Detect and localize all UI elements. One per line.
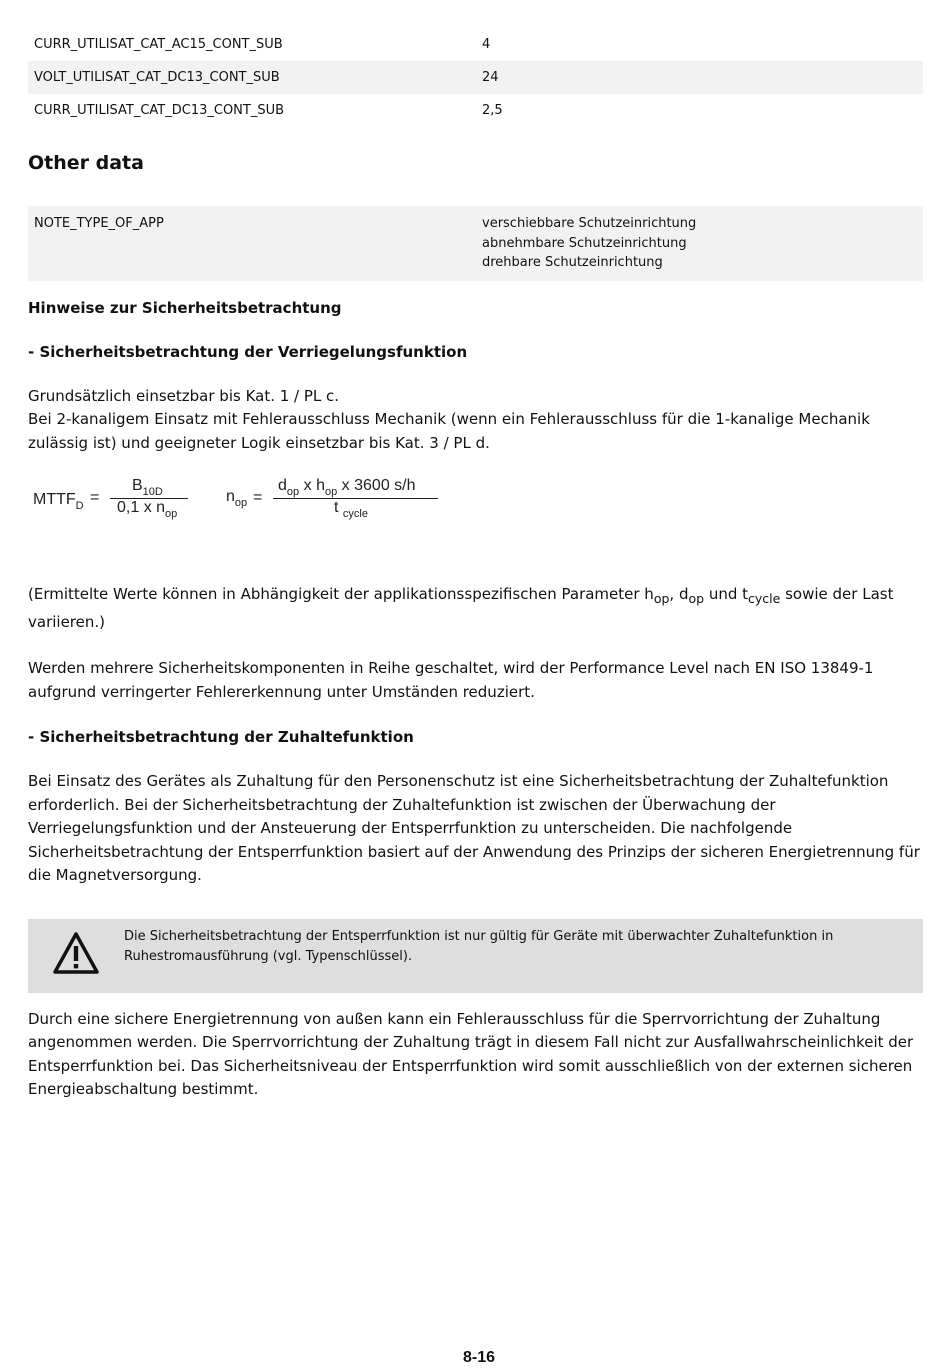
table-row	[28, 94, 923, 127]
final-text: Durch eine sichere Energietrennung von außen kann ein Fehlerausschluss für die Sperrvorrichtung der Zuhaltung angenommen werden. Die Sperrvorrichtung der Zuhaltung trägt in diesem Fall nicht zur Ausfallwahrscheinlichkeit der Entsperrfunktion bei. Das Sicherheitsniveau der Entsperrfunktion wird somit ausschließlich von der externen sicheren Energieabschaltung bestimmt.	[28, 1009, 914, 1098]
warning-text: Die Sicherheitsbetrachtung der Entsperrfunktion ist nur gültig für Geräte mit überwachter Zuhaltefunktion in Ruhestromausführung (vgl. Typenschlüssel).	[124, 928, 834, 964]
hinweise-heading: Hinweise zur Sicherheitsbetrachtung	[28, 298, 342, 317]
property-key: NOTE_TYPE_OF_APP	[28, 206, 476, 281]
document-page	[28, 28, 923, 1102]
warning-triangle-icon	[52, 931, 100, 975]
formula-tcycle: t $_{cycle}$	[334, 499, 368, 520]
verriegelung-heading: - Sicherheitsbetrachtung der Verriegelungsfunktion	[28, 342, 468, 361]
list-item: abnehmbare Schutzeinrichtung	[482, 235, 687, 251]
list-item: drehbare Schutzeinrichtung	[482, 255, 663, 270]
list-item: verschiebbare Schutzeinrichtung	[482, 216, 697, 231]
table-row	[28, 28, 923, 61]
formula-nop: $n_{op}$	[226, 488, 248, 509]
formula-b10d: $B_{10D}$	[132, 477, 163, 498]
property-value: 4	[482, 37, 491, 52]
formula-mttf: $MTTF_D$	[33, 491, 84, 512]
formula-block	[28, 477, 923, 537]
page-number: 8-16	[462, 1349, 496, 1366]
formula-equals: =	[253, 489, 263, 506]
other-data-table	[28, 206, 923, 281]
properties-table	[28, 28, 923, 127]
property-value: 24	[476, 61, 923, 94]
table-row	[28, 206, 923, 281]
property-key: CURR_UTILISAT_CAT_AC15_CONT_SUB	[34, 37, 283, 52]
section-title-other-data: Other data	[28, 152, 144, 174]
formula-denominator: 0,1 x $n_{op}$	[117, 499, 178, 520]
property-value-list	[476, 206, 923, 281]
property-key: VOLT_UTILISAT_CAT_DC13_CONT_SUB	[28, 61, 476, 94]
table-row	[28, 61, 923, 94]
property-key: CURR_UTILISAT_CAT_DC13_CONT_SUB	[34, 103, 285, 118]
warning-note	[28, 919, 923, 993]
verriegelung-line1: Grundsätzlich einsetzbar bis Kat. 1 / PL c.	[28, 386, 340, 405]
formula-equals: =	[90, 489, 100, 506]
ermittelte-werte-text: (Ermittelte Werte können in Abhängigkeit der applikationsspezifischen Parameter $h_{op}$, $d_{op}$ und $t_{cycle}$ sowie der Last variieren.)	[28, 585, 894, 631]
property-value: 2,5	[482, 103, 503, 118]
verriegelung-line2: Bei 2-kanaligem Einsatz mit Fehlerausschluss Mechanik (wenn ein Fehlerausschluss für die 1-kanalige Mechanik zulässig ist) und geeigneter Logik einsetzbar bis Kat. 3 / PL d.	[28, 410, 870, 452]
zuhalte-text: Bei Einsatz des Gerätes als Zuhaltung für den Personenschutz ist eine Sicherheitsbetrachtung der Zuhaltefunktion erforderlich. Bei der Sicherheitsbetrachtung der Zuhaltefunktion ist zwischen der Überwachung der Verriegelungsfunktion und der Ansteuerung der Entsperrfunktion zu unterscheiden. Die nachfolgende Sicherheitsbetrachtung der Entsperrfunktion basiert auf der Anwendung des Prinzips der sicheren Energietrennung für die Magnetversorgung.	[28, 772, 920, 884]
formula-numerator: $d_{op}$ x $h_{op}$ x 3600 s/h	[278, 477, 416, 498]
reihe-text: Werden mehrere Sicherheitskomponenten in Reihe geschaltet, wird der Performance Level nach EN ISO 13849-1 aufgrund verringerter Fehlererkennung unter Umständen reduziert.	[28, 659, 874, 701]
zuhalte-heading: - Sicherheitsbetrachtung der Zuhaltefunktion	[28, 728, 414, 746]
